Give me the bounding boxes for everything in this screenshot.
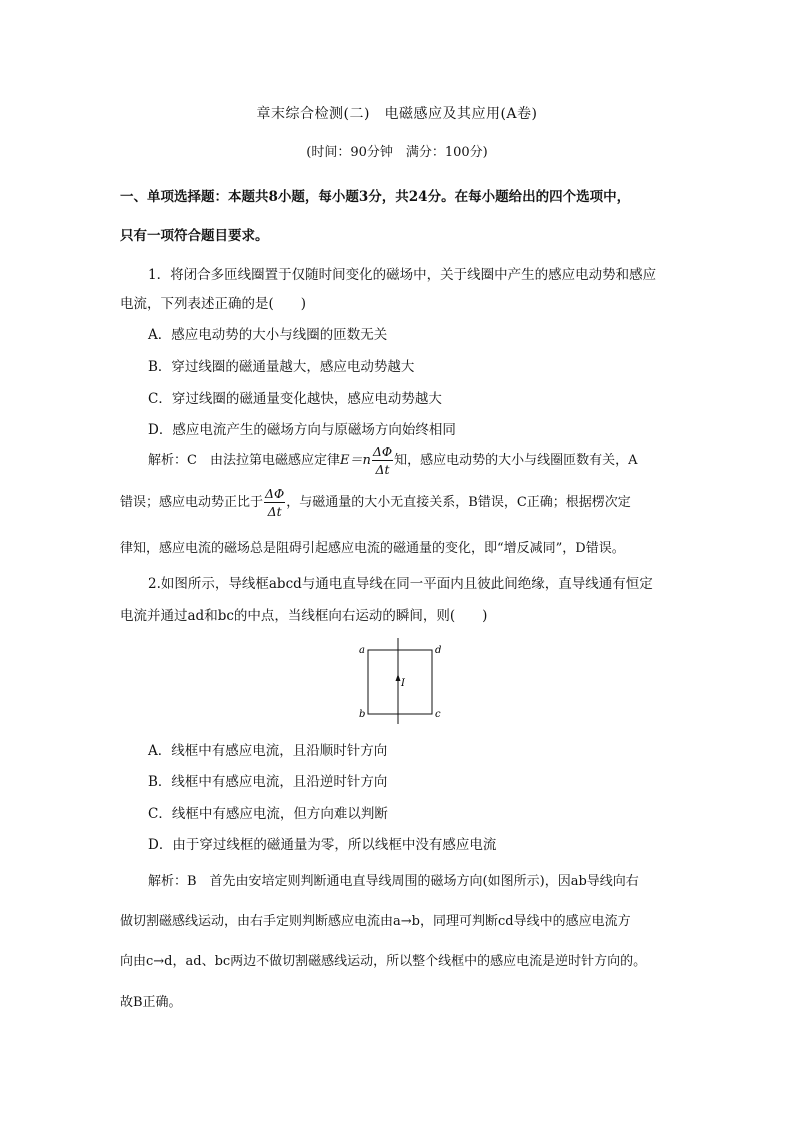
q2-analysis-line4: 故B正确。 xyxy=(120,995,182,1010)
flux-fraction xyxy=(264,485,285,520)
flux-fraction xyxy=(372,443,393,478)
q2-analysis-line2: 做切割磁感线运动，由右手定则判断感应电流由a→b，同理可判断cd导线中的感应电流方 xyxy=(120,914,631,929)
fraction-denominator: Δt xyxy=(267,504,282,519)
q1-analysis-text-cont: ，与磁通量的大小无直接关系，B错误，C正确；根据楞次定 xyxy=(286,495,631,510)
faraday-formula-lhs: E＝n xyxy=(339,453,371,468)
q1-option-d: D．感应电流产生的磁场方向与原磁场方向始终相同 xyxy=(148,422,456,438)
q1-analysis-text: 错误；感应电动势正比于 xyxy=(120,495,264,510)
label-a: a xyxy=(359,645,365,656)
q1-analysis-text-cont: 知，感应电动势的大小与线圈匝数有关，A xyxy=(394,453,638,468)
q1-analysis-text: 解析：C 由法拉第电磁感应定律 xyxy=(148,453,340,468)
q2-analysis-line3: 向由c→d，ad、bc两边不做切割磁感线运动，所以整个线框中的感应电流是逆时针方向的。 xyxy=(120,954,647,969)
label-b: b xyxy=(359,709,366,720)
q1-stem-line1: 1．将闭合多匝线圈置于仅随时间变化的磁场中，关于线圈中产生的感应电动势和感应 xyxy=(148,267,657,283)
q1-option-c: C．穿过线圈的磁通量变化越快，感应电动势越大 xyxy=(148,391,442,407)
q2-option-c: C．线框中有感应电流，但方向难以判断 xyxy=(148,806,388,822)
q2-option-b: B．线框中有感应电流，且沿逆时针方向 xyxy=(148,774,388,790)
section-heading-line2: 只有一项符合题目要求。 xyxy=(120,228,269,244)
q2-stem-line2: 电流并通过ad和bc的中点，当线框向右运动的瞬间，则( ) xyxy=(120,608,488,624)
fraction-denominator: Δt xyxy=(375,462,390,477)
q2-option-d: D．由于穿过线框的磁通量为零，所以线框中没有感应电流 xyxy=(148,837,497,853)
q1-analysis-line3: 律知，感应电流的磁场总是阻碍引起感应电流的磁通量的变化，即“增反减同”，D错误。 xyxy=(120,541,625,556)
label-d: d xyxy=(435,645,442,656)
q1-stem-line2: 电流，下列表述正确的是( ) xyxy=(120,296,307,312)
label-c: c xyxy=(435,709,441,720)
page-title: 章末综合检测(二) 电磁感应及其应用(A卷) xyxy=(256,106,538,122)
current-arrow-icon xyxy=(396,674,401,681)
q2-analysis-line1: 解析：B 首先由安培定则判断通电直导线周围的磁场方向(如图所示)，因ab导线向右 xyxy=(148,874,639,889)
page-subtitle: (时间：90分钟 满分：100分) xyxy=(306,145,488,160)
fraction-numerator: ΔΦ xyxy=(372,444,393,459)
q1-option-a: A．感应电动势的大小与线圈的匝数无关 xyxy=(148,327,388,343)
coil-frame xyxy=(368,650,432,714)
q2-option-a: A．线框中有感应电流，且沿顺时针方向 xyxy=(148,743,388,759)
fraction-numerator: ΔΦ xyxy=(265,486,285,501)
q2-stem-line1: 2.如图所示，导线框abcd与通电直导线在同一平面内且彼此间绝缘，直导线通有恒定 xyxy=(148,576,653,592)
section-heading-line1: 一、单项选择题：本题共8小题，每小题3分，共24分。在每小题给出的四个选项中， xyxy=(120,189,631,205)
wire-frame-figure xyxy=(352,636,452,728)
q1-option-b: B．穿过线圈的磁通量越大，感应电动势越大 xyxy=(148,359,415,375)
q1-analysis-line2 xyxy=(120,485,680,520)
q1-analysis-line1 xyxy=(148,443,708,478)
label-current: I xyxy=(401,678,405,689)
